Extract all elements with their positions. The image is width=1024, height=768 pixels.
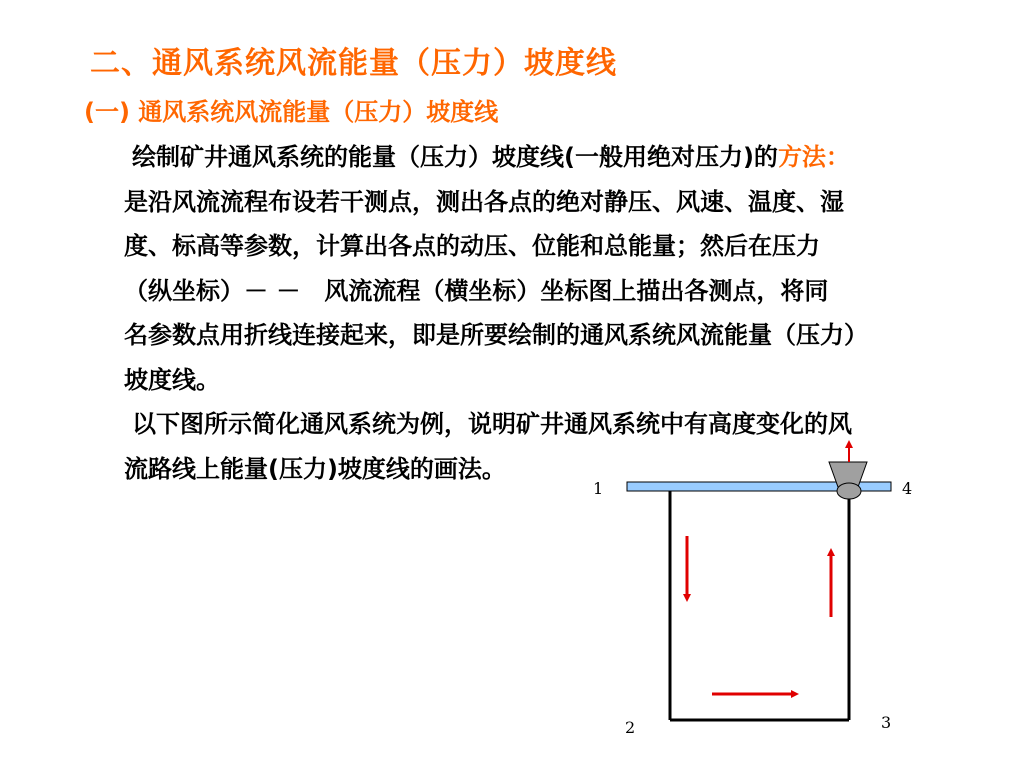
para1-highlight: 方法： <box>777 143 850 171</box>
label-point-2: 2 <box>625 718 636 737</box>
label-point-3: 3 <box>881 713 892 732</box>
para1-line1-text: 绘制矿井通风系统的能量（压力）坡度线(一般用绝对压力)的 <box>132 143 778 171</box>
para1-line4: （纵坐标）－ － 风流流程（横坐标）坐标图上描出各测点，将同 <box>124 276 829 305</box>
para1-line5: 名参数点用折线连接起来，即是所要绘制的通风系统风流能量（压力） <box>124 321 868 349</box>
slide-subtitle: (一) 通风系统风流能量（压力）坡度线 <box>84 98 499 126</box>
slide-title: 二、通风系统风流能量（压力）坡度线 <box>90 46 617 81</box>
para1-line2: 是沿风流流程布设若干测点，测出各点的绝对静压、风速、温度、湿 <box>124 187 844 216</box>
label-point-4: 4 <box>902 479 913 498</box>
label-point-1: 1 <box>593 479 604 498</box>
para1-line3: 度、标高等参数，计算出各点的动压、位能和总能量；然后在压力 <box>124 232 820 260</box>
para2-line2: 流路线上能量(压力)坡度线的画法。 <box>124 454 506 483</box>
fan-icon <box>837 483 861 499</box>
para1-line6: 坡度线。 <box>124 365 220 394</box>
para2-line1: 以下图所示简化通风系统为例，说明矿井通风系统中有高度变化的风 <box>132 410 852 438</box>
